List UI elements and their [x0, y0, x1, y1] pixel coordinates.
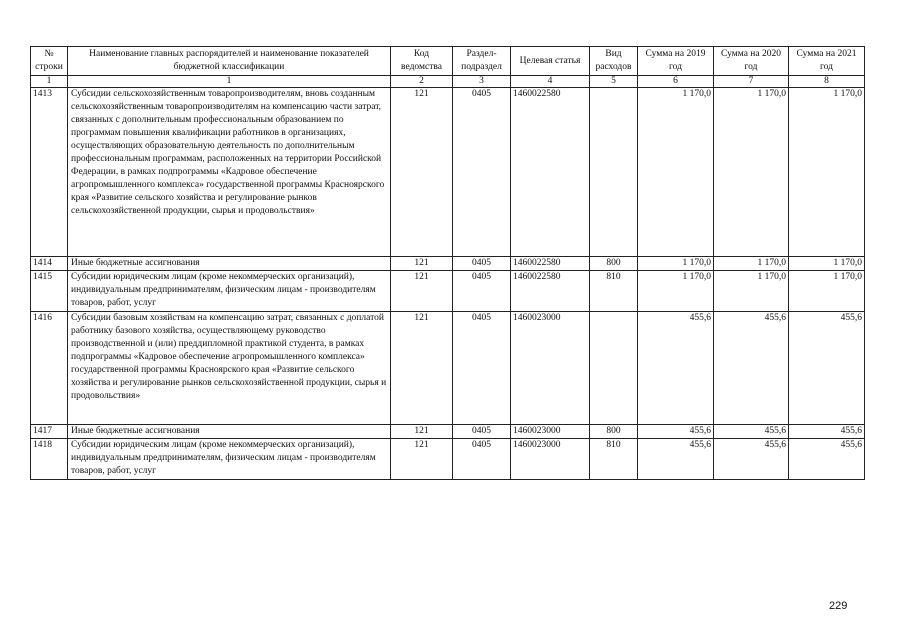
row-expense: 800 [590, 425, 638, 439]
table-row [31, 271, 865, 312]
table-row [31, 88, 865, 257]
row-section: 0405 [453, 257, 511, 271]
row-expense: 810 [590, 271, 638, 312]
row-sum2020: 455,6 [714, 425, 789, 439]
row-target: 1460022580 [511, 257, 590, 271]
budget-table [30, 46, 865, 480]
row-name: Иные бюджетные ассигнования [68, 257, 391, 271]
row-num: 1415 [31, 271, 68, 312]
row-sum2020: 1 170,0 [714, 271, 789, 312]
row-sum2021: 1 170,0 [789, 257, 865, 271]
header-target: Целевая статья [511, 47, 590, 76]
row-sum2021: 455,6 [789, 312, 865, 425]
row-sum2019: 1 170,0 [638, 88, 714, 257]
row-sum2020: 1 170,0 [714, 257, 789, 271]
row-section: 0405 [453, 439, 511, 480]
row-dept: 121 [391, 439, 453, 480]
row-target: 1460022580 [511, 271, 590, 312]
header-num: № строки [31, 47, 68, 76]
row-sum2020: 455,6 [714, 312, 789, 425]
header-name: Наименование главных распорядителей и наименование показателей бюджетной классификации [68, 47, 391, 76]
row-name: Субсидии сельскохозяйственным товаропроизводителям, вновь созданным сельскохозяйственным товаропроизводителям на компенсацию части затрат, связанных с дополнительным профессиональным образованием по программам повышения квалификации работников в организациях, осуществляющих образовательную деятельность по дополнительным профессиональным программам, расположенных на территории Российской Федерации, в рамках подпрограммы «Кадровое обеспечение агропромышленного комплекса» государственной программы Красноярского края «Развитие сельского хозяйства и регулирование рынков сельскохозяйственной продукции, сырья и продовольствия» [68, 88, 391, 257]
row-sum2019: 455,6 [638, 312, 714, 425]
row-sum2021: 455,6 [789, 439, 865, 480]
row-num: 1413 [31, 88, 68, 257]
row-sum2019: 455,6 [638, 425, 714, 439]
row-dept: 121 [391, 425, 453, 439]
header-dept: Код ведомства [391, 47, 453, 76]
column-number-row [31, 76, 865, 88]
header-row [31, 47, 865, 76]
row-section: 0405 [453, 271, 511, 312]
column-number: 6 [638, 76, 714, 88]
page-number: 229 [829, 600, 848, 612]
column-number: 5 [590, 76, 638, 88]
row-target: 1460022580 [511, 88, 590, 257]
table-row [31, 257, 865, 271]
table-row [31, 439, 865, 480]
header-sum2019: Сумма на 2019 год [638, 47, 714, 76]
row-sum2021: 1 170,0 [789, 88, 865, 257]
row-name: Субсидии базовым хозяйствам на компенсацию затрат, связанных с доплатой работнику базового хозяйства, осуществляющему руководство производственной и (или) преддипломной практикой студента, в рамках подпрограммы «Кадровое обеспечение агропромышленного комплекса» государственной программы Красноярского края «Развитие сельского хозяйства и регулирование рынков сельскохозяйственной продукции, сырья и продовольствия» [68, 312, 391, 425]
row-num: 1418 [31, 439, 68, 480]
row-section: 0405 [453, 425, 511, 439]
header-expense: Вид расходов [590, 47, 638, 76]
row-sum2020: 455,6 [714, 439, 789, 480]
column-number: 1 [68, 76, 391, 88]
column-number: 2 [391, 76, 453, 88]
row-sum2021: 1 170,0 [789, 271, 865, 312]
row-dept: 121 [391, 312, 453, 425]
row-sum2019: 1 170,0 [638, 271, 714, 312]
column-number: 3 [453, 76, 511, 88]
row-dept: 121 [391, 257, 453, 271]
column-number: 7 [714, 76, 789, 88]
row-sum2020: 1 170,0 [714, 88, 789, 257]
row-dept: 121 [391, 88, 453, 257]
row-sum2019: 455,6 [638, 439, 714, 480]
row-target: 1460023000 [511, 312, 590, 425]
column-number: 4 [511, 76, 590, 88]
table-row [31, 312, 865, 425]
row-expense [590, 312, 638, 425]
row-dept: 121 [391, 271, 453, 312]
row-num: 1416 [31, 312, 68, 425]
row-name: Субсидии юридическим лицам (кроме некоммерческих организаций), индивидуальным предпринимателям, физическим лицам - производителям товаров, работ, услуг [68, 271, 391, 312]
row-sum2019: 1 170,0 [638, 257, 714, 271]
row-name: Субсидии юридическим лицам (кроме некоммерческих организаций), индивидуальным предпринимателям, физическим лицам - производителям товаров, работ, услуг [68, 439, 391, 480]
row-expense: 810 [590, 439, 638, 480]
header-sum2021: Сумма на 2021 год [789, 47, 865, 76]
header-section: Раздел-подраздел [453, 47, 511, 76]
row-num: 1414 [31, 257, 68, 271]
column-number: 8 [789, 76, 865, 88]
row-target: 1460023000 [511, 439, 590, 480]
column-number: 1 [31, 76, 68, 88]
table-row [31, 425, 865, 439]
row-section: 0405 [453, 88, 511, 257]
row-target: 1460023000 [511, 425, 590, 439]
row-sum2021: 455,6 [789, 425, 865, 439]
row-num: 1417 [31, 425, 68, 439]
row-expense [590, 88, 638, 257]
row-section: 0405 [453, 312, 511, 425]
row-expense: 800 [590, 257, 638, 271]
header-sum2020: Сумма на 2020 год [714, 47, 789, 76]
row-name: Иные бюджетные ассигнования [68, 425, 391, 439]
